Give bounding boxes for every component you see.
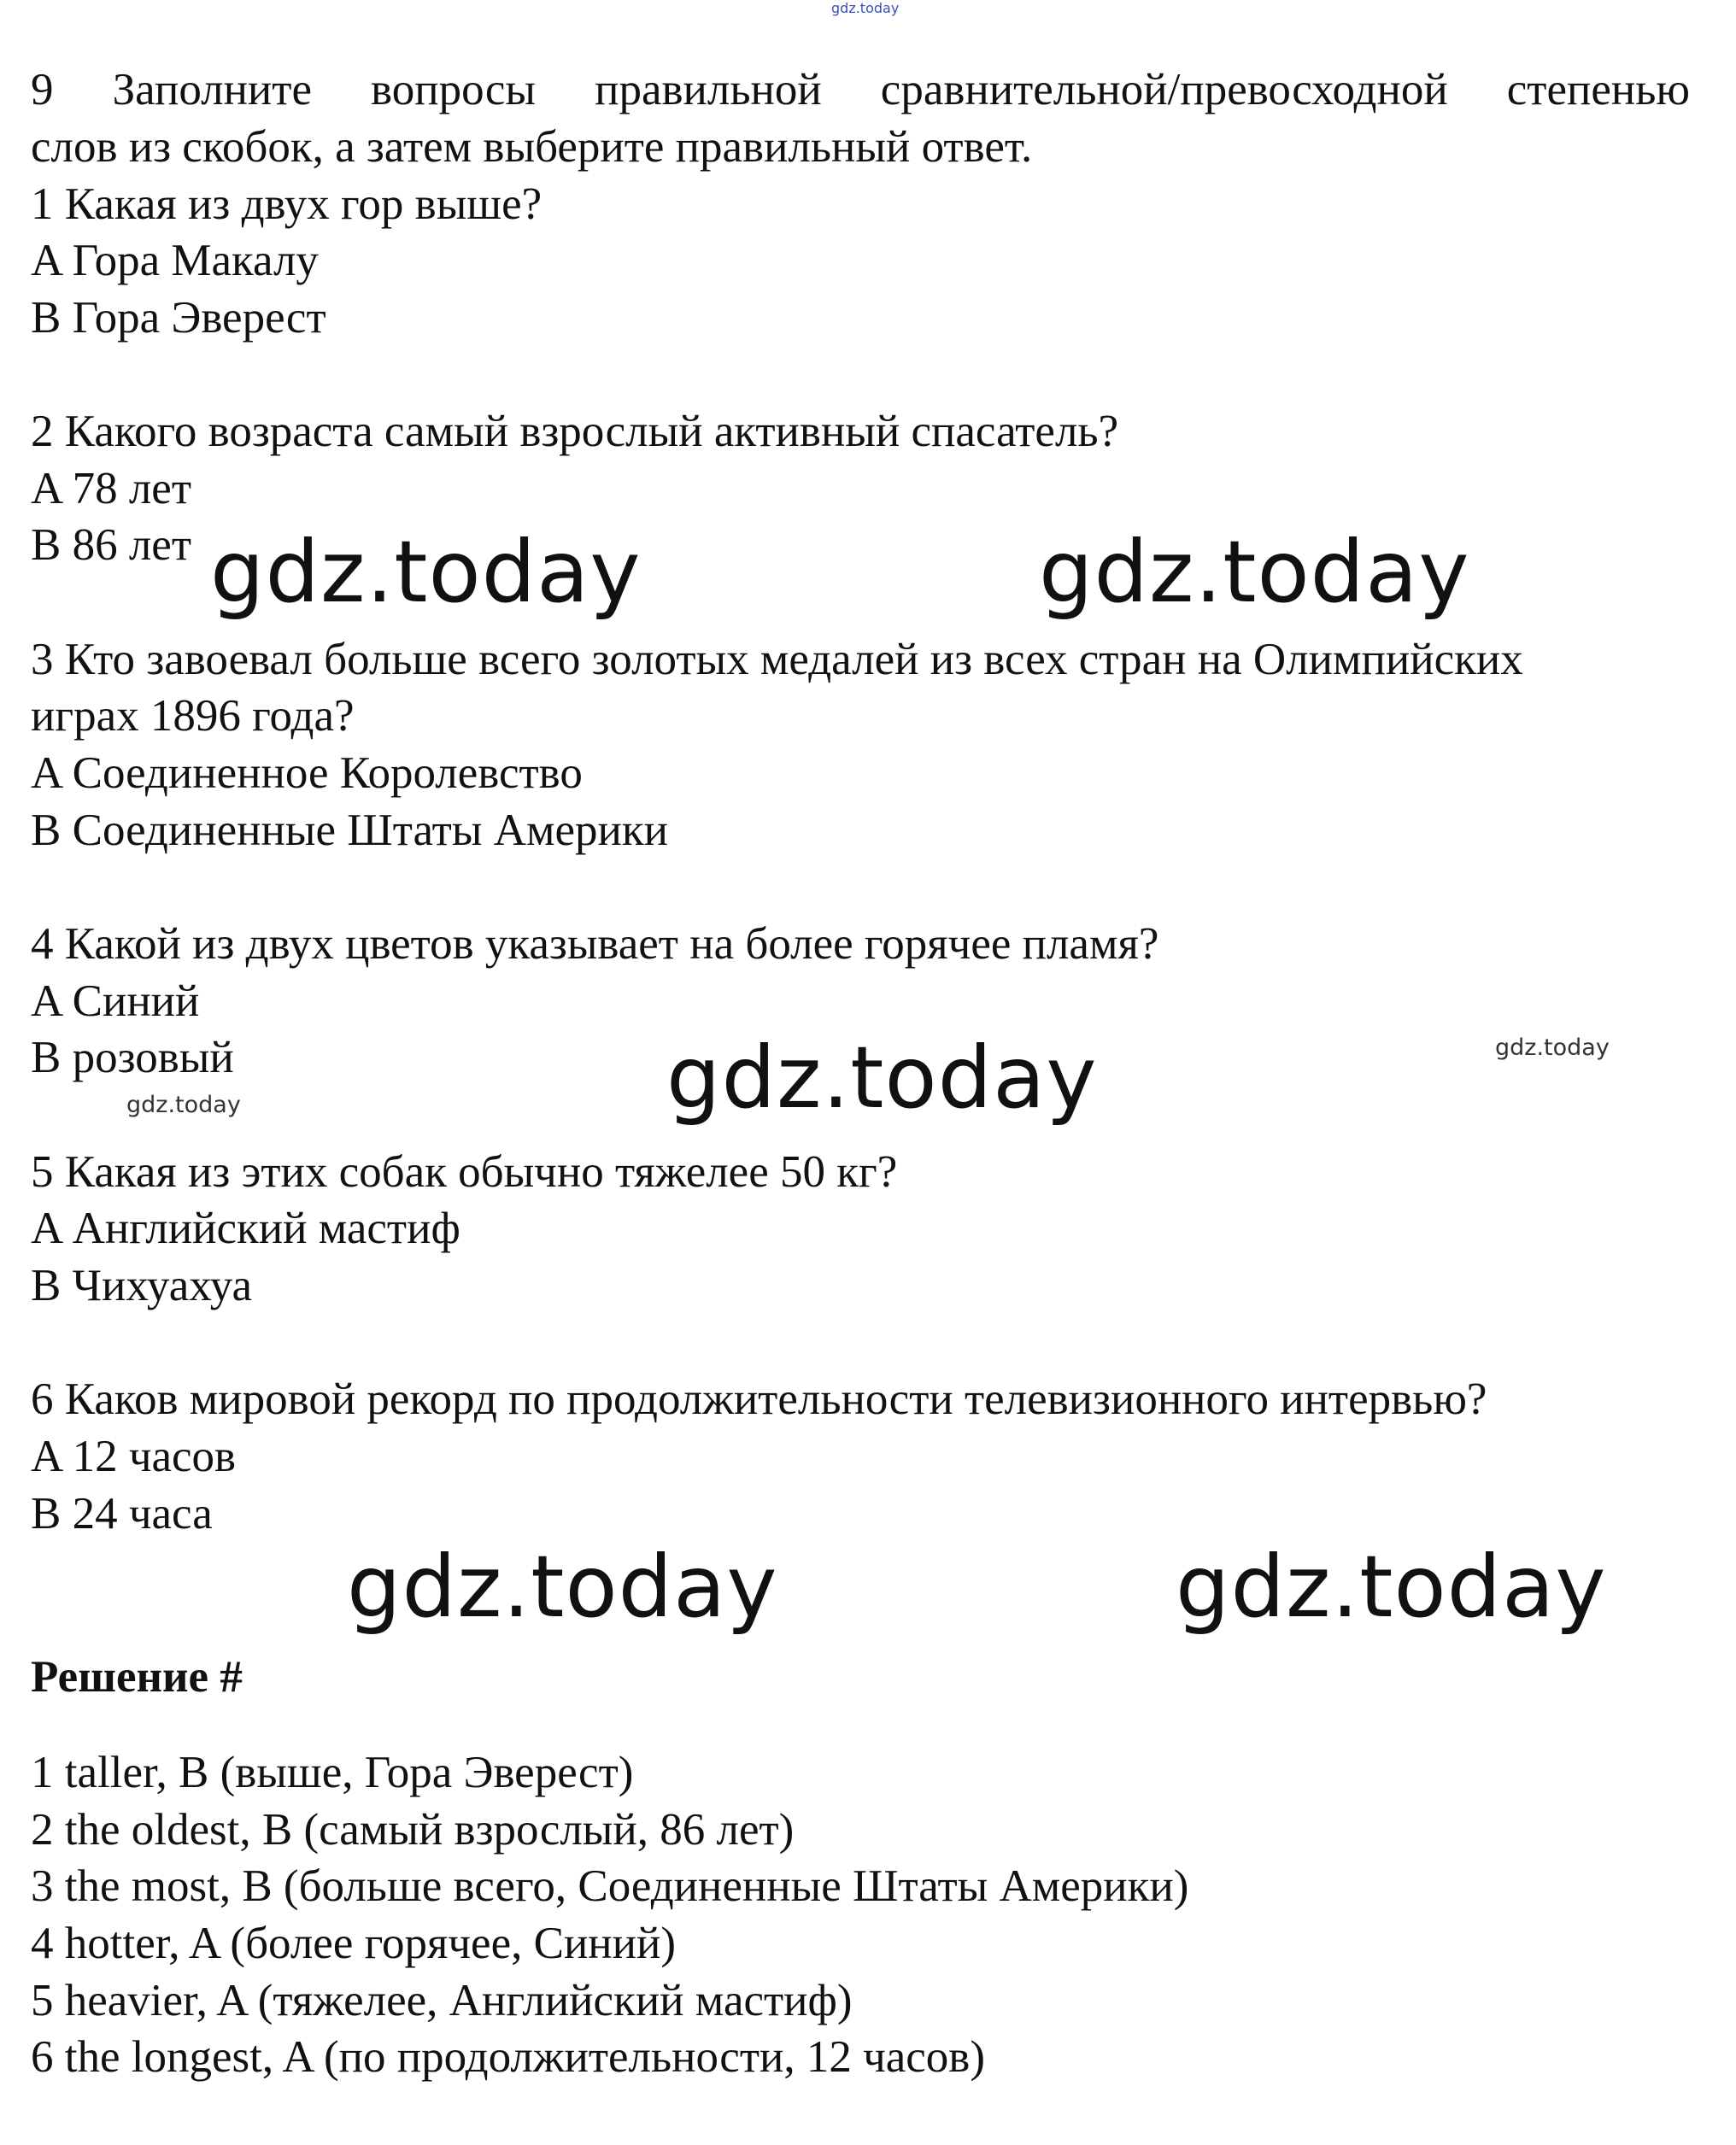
watermark-large: gdz.today xyxy=(347,1537,778,1637)
question-2-option-b: B 86 лет xyxy=(31,520,191,570)
solution-answer-5: 5 heavier, A (тяжелее, Английский мастиф) xyxy=(31,1976,853,2025)
question-5-option-b: B Чихуахуа xyxy=(31,1261,253,1310)
exercise-title-line-2: слов из скобок, а затем выберите правильный ответ. xyxy=(31,122,1033,172)
question-4-text: 4 Какой из двух цветов указывает на более горячее пламя? xyxy=(31,919,1159,969)
solution-answer-4: 4 hotter, A (более горячее, Синий) xyxy=(31,1919,677,1968)
question-3-option-b: B Соединенные Штаты Америки xyxy=(31,806,669,855)
question-5-text: 5 Какая из этих собак обычно тяжелее 50 кг? xyxy=(31,1147,898,1197)
watermark-small: gdz.today xyxy=(126,1092,241,1118)
watermark-large: gdz.today xyxy=(210,522,642,622)
question-5-option-a: A Английский мастиф xyxy=(31,1204,460,1253)
question-4-option-a: A Синий xyxy=(31,976,200,1026)
solution-heading: Решение # xyxy=(31,1652,243,1702)
question-1-option-b: B Гора Эверест xyxy=(31,293,326,343)
watermark-large: gdz.today xyxy=(1176,1537,1607,1637)
question-3-option-a: A Соединенное Королевство xyxy=(31,748,583,798)
solution-answer-1: 1 taller, B (выше, Гора Эверест) xyxy=(31,1748,634,1797)
question-2-option-a: A 78 лет xyxy=(31,464,191,513)
question-6-option-a: A 12 часов xyxy=(31,1432,237,1481)
watermark-top: gdz.today xyxy=(831,0,900,16)
question-4-option-b: B розовый xyxy=(31,1033,234,1082)
question-6-text: 6 Каков мировой рекорд по продолжительности телевизионного интервью? xyxy=(31,1374,1487,1424)
question-2-text: 2 Какого возраста самый взрослый активный спасатель? xyxy=(31,407,1119,456)
question-6-option-b: B 24 часа xyxy=(31,1489,213,1538)
question-3-text-line-1: 3 Кто завоевал больше всего золотых медалей из всех стран на Олимпийских xyxy=(31,635,1523,684)
watermark-large: gdz.today xyxy=(1039,522,1470,622)
exercise-title-line-1: 9 Заполните вопросы правильной сравнительной/превосходной степенью xyxy=(31,65,1690,114)
question-3-text-line-2: играх 1896 года? xyxy=(31,691,355,741)
watermark-small: gdz.today xyxy=(1495,1034,1610,1061)
question-1-text: 1 Какая из двух гор выше? xyxy=(31,179,542,229)
question-1-option-a: A Гора Макалу xyxy=(31,236,319,285)
solution-answer-6: 6 the longest, A (по продолжительности, 12 часов) xyxy=(31,2032,985,2082)
solution-answer-2: 2 the oldest, B (самый взрослый, 86 лет) xyxy=(31,1805,795,1855)
watermark-large: gdz.today xyxy=(666,1028,1098,1128)
solution-answer-3: 3 the most, B (больше всего, Соединенные Штаты Америки) xyxy=(31,1861,1189,1911)
